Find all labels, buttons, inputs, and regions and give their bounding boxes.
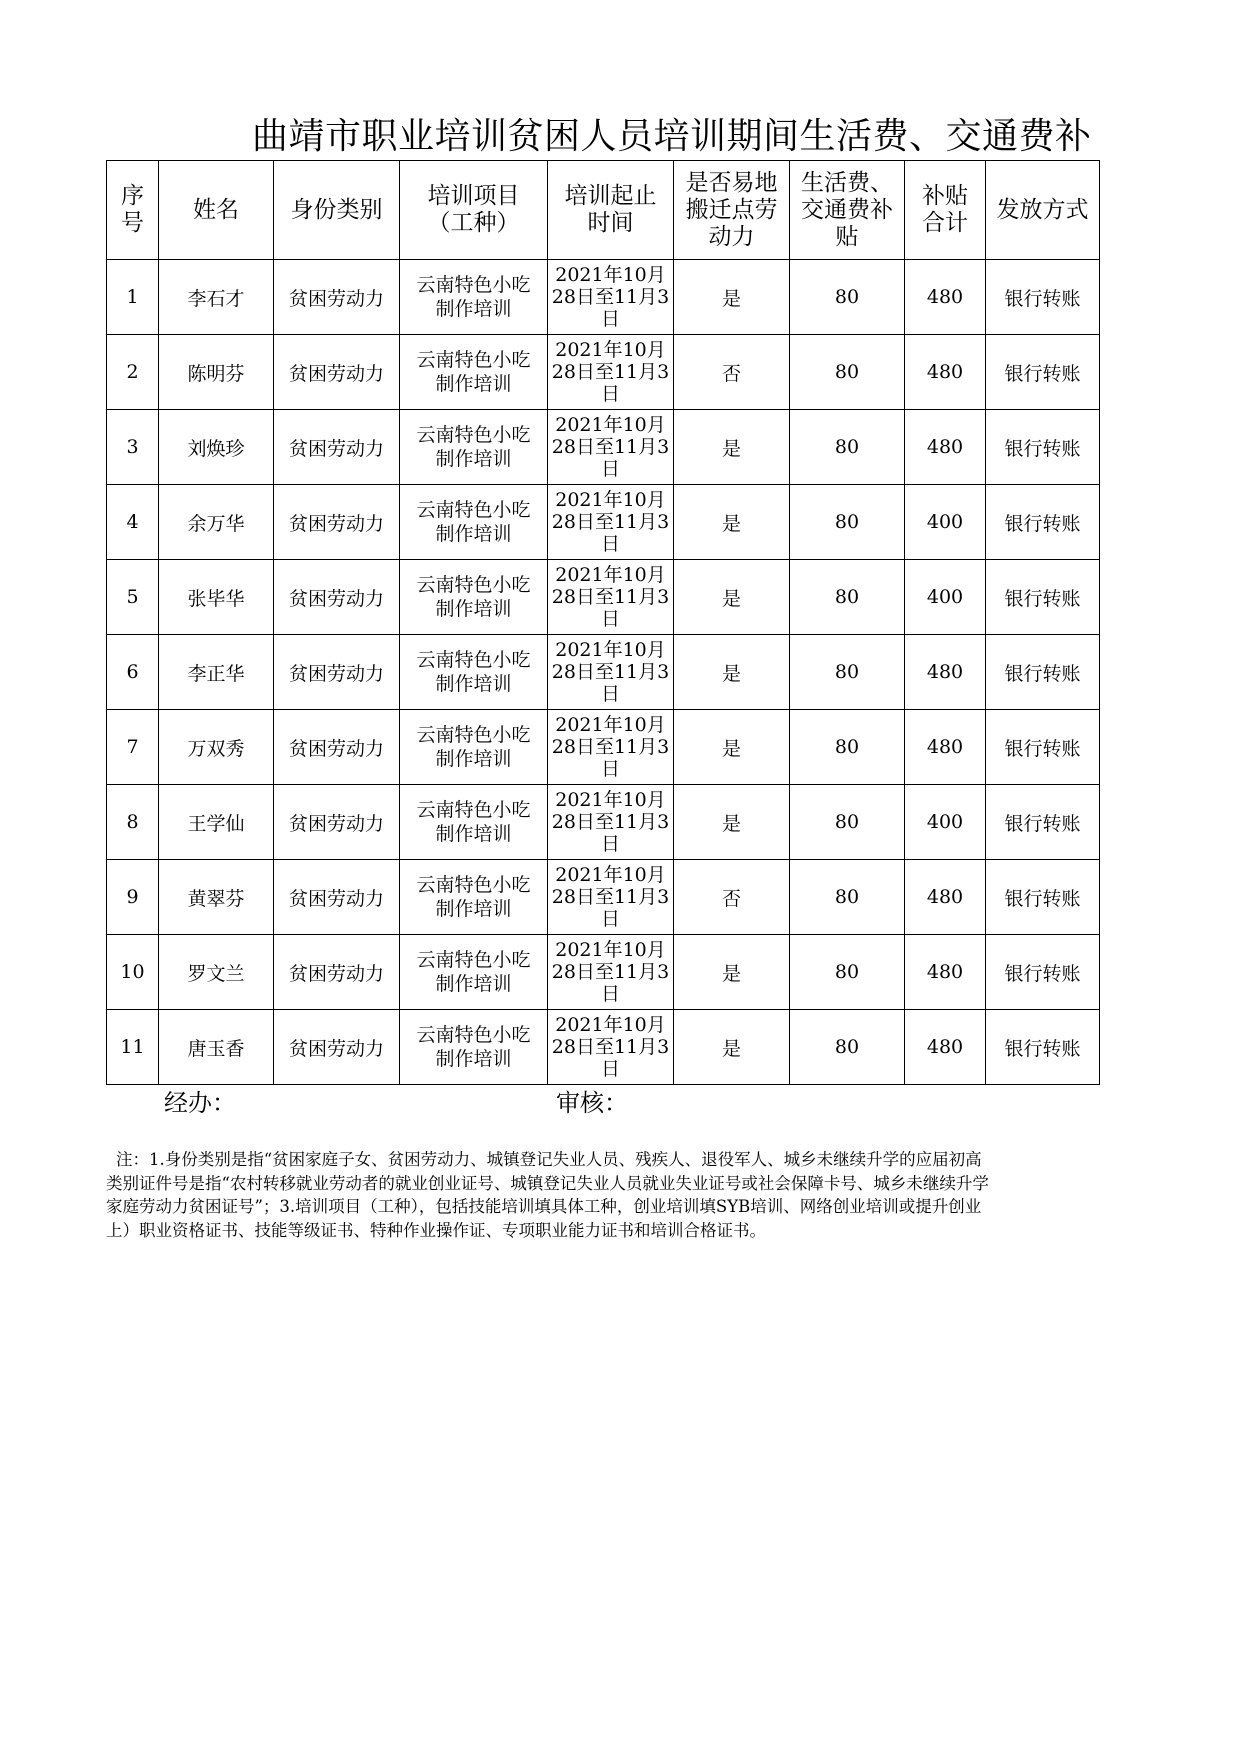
header-category: 身份类别 <box>274 161 400 260</box>
cell-period: 2021年10月28日至11月3日 <box>548 560 674 635</box>
table-body <box>107 260 1100 1085</box>
cell-seq: 10 <box>107 935 159 1010</box>
cell-project: 云南特色小吃制作培训 <box>400 485 548 560</box>
table-row <box>107 860 1100 935</box>
cell-daily-subsidy: 80 <box>790 560 905 635</box>
cell-relocation: 是 <box>674 635 790 710</box>
cell-category: 贫困劳动力 <box>274 410 400 485</box>
cell-method: 银行转账 <box>986 635 1100 710</box>
cell-relocation: 否 <box>674 335 790 410</box>
cell-project: 云南特色小吃制作培训 <box>400 560 548 635</box>
header-method: 发放方式 <box>986 161 1100 260</box>
handler-label: 经办： <box>164 1089 236 1117</box>
cell-method: 银行转账 <box>986 560 1100 635</box>
cell-seq: 2 <box>107 335 159 410</box>
cell-relocation: 是 <box>674 485 790 560</box>
cell-period: 2021年10月28日至11月3日 <box>548 785 674 860</box>
cell-total: 480 <box>905 1010 986 1085</box>
cell-total: 480 <box>905 410 986 485</box>
cell-period: 2021年10月28日至11月3日 <box>548 860 674 935</box>
table-row <box>107 485 1100 560</box>
cell-category: 贫困劳动力 <box>274 1010 400 1085</box>
cell-category: 贫困劳动力 <box>274 710 400 785</box>
table-row <box>107 710 1100 785</box>
cell-daily-subsidy: 80 <box>790 485 905 560</box>
cell-project: 云南特色小吃制作培训 <box>400 1010 548 1085</box>
cell-total: 400 <box>905 485 986 560</box>
cell-period: 2021年10月28日至11月3日 <box>548 485 674 560</box>
header-total: 补贴合计 <box>905 161 986 260</box>
header-row <box>107 161 1100 260</box>
cell-seq: 7 <box>107 710 159 785</box>
notes <box>106 1148 1102 1258</box>
cell-category: 贫困劳动力 <box>274 260 400 335</box>
cell-method: 银行转账 <box>986 485 1100 560</box>
cell-project: 云南特色小吃制作培训 <box>400 710 548 785</box>
cell-period: 2021年10月28日至11月3日 <box>548 335 674 410</box>
cell-project: 云南特色小吃制作培训 <box>400 410 548 485</box>
cell-total: 480 <box>905 935 986 1010</box>
cell-method: 银行转账 <box>986 260 1100 335</box>
cell-relocation: 是 <box>674 785 790 860</box>
header-relocation: 是否易地搬迁点劳动力 <box>674 161 790 260</box>
cell-name: 余万华 <box>159 485 274 560</box>
header-daily-subsidy: 生活费、交通费补贴 <box>790 161 905 260</box>
cell-daily-subsidy: 80 <box>790 785 905 860</box>
cell-name: 王学仙 <box>159 785 274 860</box>
cell-method: 银行转账 <box>986 410 1100 485</box>
header-period: 培训起止时间 <box>548 161 674 260</box>
note-line: 上）职业资格证书、技能等级证书、特种作业操作证、专项职业能力证书和培训合格证书。 <box>106 1220 766 1240</box>
cell-seq: 4 <box>107 485 159 560</box>
cell-relocation: 是 <box>674 710 790 785</box>
cell-seq: 1 <box>107 260 159 335</box>
cell-seq: 9 <box>107 860 159 935</box>
note-line: 类别证件号是指“农村转移就业劳动者的就业创业证号、城镇登记失业人员就业失业证号或社会保障卡号、城乡未继续升学 <box>106 1173 989 1193</box>
cell-name: 李石才 <box>159 260 274 335</box>
cell-category: 贫困劳动力 <box>274 935 400 1010</box>
cell-period: 2021年10月28日至11月3日 <box>548 1010 674 1085</box>
cell-relocation: 是 <box>674 935 790 1010</box>
cell-daily-subsidy: 80 <box>790 710 905 785</box>
cell-period: 2021年10月28日至11月3日 <box>548 410 674 485</box>
cell-daily-subsidy: 80 <box>790 935 905 1010</box>
cell-project: 云南特色小吃制作培训 <box>400 635 548 710</box>
cell-category: 贫困劳动力 <box>274 635 400 710</box>
cell-project: 云南特色小吃制作培训 <box>400 860 548 935</box>
note-line: 注：1.身份类别是指“贫困家庭子女、贫困劳动力、城镇登记失业人员、残疾人、退役军人、城乡未继续升学的应届初高 <box>116 1150 982 1169</box>
table-row <box>107 410 1100 485</box>
table-row <box>107 935 1100 1010</box>
cell-category: 贫困劳动力 <box>274 785 400 860</box>
cell-method: 银行转账 <box>986 335 1100 410</box>
cell-relocation: 是 <box>674 1010 790 1085</box>
cell-relocation: 是 <box>674 560 790 635</box>
cell-daily-subsidy: 80 <box>790 410 905 485</box>
cell-relocation: 否 <box>674 860 790 935</box>
cell-period: 2021年10月28日至11月3日 <box>548 260 674 335</box>
header-seq: 序号 <box>107 161 159 260</box>
cell-total: 400 <box>905 560 986 635</box>
table-row <box>107 635 1100 710</box>
cell-category: 贫困劳动力 <box>274 485 400 560</box>
cell-name: 刘焕珍 <box>159 410 274 485</box>
table-row <box>107 335 1100 410</box>
cell-daily-subsidy: 80 <box>790 635 905 710</box>
cell-total: 480 <box>905 260 986 335</box>
cell-daily-subsidy: 80 <box>790 335 905 410</box>
cell-name: 张毕华 <box>159 560 274 635</box>
cell-seq: 5 <box>107 560 159 635</box>
cell-relocation: 是 <box>674 260 790 335</box>
cell-method: 银行转账 <box>986 935 1100 1010</box>
cell-total: 480 <box>905 335 986 410</box>
cell-category: 贫困劳动力 <box>274 860 400 935</box>
cell-daily-subsidy: 80 <box>790 1010 905 1085</box>
cell-method: 银行转账 <box>986 1010 1100 1085</box>
cell-category: 贫困劳动力 <box>274 335 400 410</box>
cell-relocation: 是 <box>674 410 790 485</box>
cell-period: 2021年10月28日至11月3日 <box>548 935 674 1010</box>
cell-name: 李正华 <box>159 635 274 710</box>
cell-method: 银行转账 <box>986 860 1100 935</box>
cell-method: 银行转账 <box>986 785 1100 860</box>
cell-total: 480 <box>905 710 986 785</box>
cell-project: 云南特色小吃制作培训 <box>400 335 548 410</box>
cell-daily-subsidy: 80 <box>790 860 905 935</box>
page-title: 曲靖市职业培训贫困人员培训期间生活费、交通费补 <box>252 116 1092 157</box>
cell-period: 2021年10月28日至11月3日 <box>548 635 674 710</box>
cell-project: 云南特色小吃制作培训 <box>400 785 548 860</box>
cell-category: 贫困劳动力 <box>274 560 400 635</box>
cell-daily-subsidy: 80 <box>790 260 905 335</box>
cell-total: 480 <box>905 635 986 710</box>
cell-seq: 11 <box>107 1010 159 1085</box>
cell-name: 罗文兰 <box>159 935 274 1010</box>
cell-period: 2021年10月28日至11月3日 <box>548 710 674 785</box>
subsidy-table <box>106 160 1100 1085</box>
table-row <box>107 1010 1100 1085</box>
table-row <box>107 560 1100 635</box>
cell-method: 银行转账 <box>986 710 1100 785</box>
cell-name: 唐玉香 <box>159 1010 274 1085</box>
header-name: 姓名 <box>159 161 274 260</box>
note-line: 家庭劳动力贫困证号”；3.培训项目（工种），包括技能培训填具体工种，创业培训填SYB培训、网络创业培训或提升创业 <box>106 1197 982 1216</box>
reviewer-label: 审核： <box>556 1089 628 1117</box>
cell-name: 陈明芬 <box>159 335 274 410</box>
cell-total: 480 <box>905 860 986 935</box>
cell-total: 400 <box>905 785 986 860</box>
table-row <box>107 260 1100 335</box>
title-clip <box>106 114 1102 160</box>
cell-name: 万双秀 <box>159 710 274 785</box>
cell-seq: 6 <box>107 635 159 710</box>
cell-seq: 8 <box>107 785 159 860</box>
cell-name: 黄翠芬 <box>159 860 274 935</box>
cell-seq: 3 <box>107 410 159 485</box>
header-project: 培训项目（工种） <box>400 161 548 260</box>
cell-project: 云南特色小吃制作培训 <box>400 935 548 1010</box>
table-row <box>107 785 1100 860</box>
cell-project: 云南特色小吃制作培训 <box>400 260 548 335</box>
